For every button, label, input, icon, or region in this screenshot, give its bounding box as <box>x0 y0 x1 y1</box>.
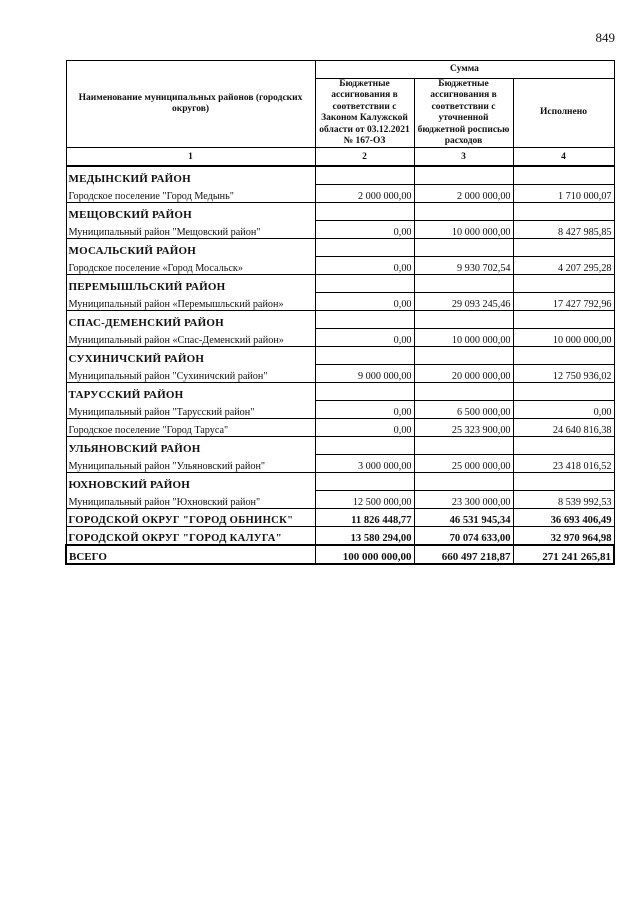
budget-law-value: 0,00 <box>315 401 414 419</box>
total-executed: 271 241 265,81 <box>513 545 614 564</box>
empty-cell <box>414 239 513 257</box>
district-name: СУХИНИЧСКИЙ РАЙОН <box>66 347 315 365</box>
empty-cell <box>414 437 513 455</box>
district-row <box>66 347 614 365</box>
empty-cell <box>513 473 614 491</box>
empty-cell <box>315 239 414 257</box>
empty-cell <box>513 347 614 365</box>
empty-cell <box>513 383 614 401</box>
budget-law-value: 3 000 000,00 <box>315 455 414 473</box>
budget-refined-value: 6 500 000,00 <box>414 401 513 419</box>
table-row <box>66 491 614 509</box>
executed-value: 32 970 964,98 <box>513 527 614 546</box>
budget-law-value: 0,00 <box>315 329 414 347</box>
district-row <box>66 166 614 185</box>
table-row <box>66 455 614 473</box>
header-executed: Исполнено <box>513 79 614 148</box>
budget-law-value: 2 000 000,00 <box>315 185 414 203</box>
budget-law-value: 0,00 <box>315 221 414 239</box>
empty-cell <box>414 347 513 365</box>
empty-cell <box>513 203 614 221</box>
total-label: ВСЕГО <box>66 545 315 564</box>
executed-value: 10 000 000,00 <box>513 329 614 347</box>
district-row <box>66 311 614 329</box>
empty-cell <box>414 311 513 329</box>
column-number: 4 <box>513 148 614 167</box>
budget-refined-value: 70 074 633,00 <box>414 527 513 546</box>
district-name: ПЕРЕМЫШЛЬСКИЙ РАЙОН <box>66 275 315 293</box>
budget-refined-value: 2 000 000,00 <box>414 185 513 203</box>
municipality-name: Муниципальный район "Сухиничский район" <box>66 365 315 383</box>
executed-value: 8 427 985,85 <box>513 221 614 239</box>
empty-cell <box>513 437 614 455</box>
total-budget-refined: 660 497 218,87 <box>414 545 513 564</box>
table-row <box>66 221 614 239</box>
empty-cell <box>414 383 513 401</box>
district-row <box>66 473 614 491</box>
budget-law-value: 9 000 000,00 <box>315 365 414 383</box>
executed-value: 12 750 936,02 <box>513 365 614 383</box>
district-row <box>66 383 614 401</box>
header-budget-law: Бюджетные ассигнования в соответствии с Законом Калужской области от 03.12.2021 № 167-ОЗ <box>315 79 414 148</box>
executed-value: 24 640 816,38 <box>513 419 614 437</box>
budget-refined-value: 25 000 000,00 <box>414 455 513 473</box>
table-row <box>66 365 614 383</box>
empty-cell <box>513 166 614 185</box>
empty-cell <box>315 383 414 401</box>
column-number: 1 <box>66 148 315 167</box>
okrug-row <box>66 527 614 546</box>
district-name: СПАС-ДЕМЕНСКИЙ РАЙОН <box>66 311 315 329</box>
district-row <box>66 437 614 455</box>
district-name: МЕЩОВСКИЙ РАЙОН <box>66 203 315 221</box>
municipality-name: Муниципальный район "Юхновский район" <box>66 491 315 509</box>
district-row <box>66 203 614 221</box>
municipality-name: Городское поселение "Город Таруса" <box>66 419 315 437</box>
budget-law-value: 0,00 <box>315 419 414 437</box>
executed-value: 23 418 016,52 <box>513 455 614 473</box>
budget-refined-value: 46 531 945,34 <box>414 509 513 527</box>
budget-refined-value: 23 300 000,00 <box>414 491 513 509</box>
table-row <box>66 293 614 311</box>
table-row <box>66 185 614 203</box>
table-row <box>66 419 614 437</box>
header-sum-group: Сумма <box>315 61 614 79</box>
district-row <box>66 239 614 257</box>
table-row <box>66 401 614 419</box>
district-name: УЛЬЯНОВСКИЙ РАЙОН <box>66 437 315 455</box>
budget-refined-value: 20 000 000,00 <box>414 365 513 383</box>
table-row <box>66 257 614 275</box>
municipality-name: Муниципальный район "Ульяновский район" <box>66 455 315 473</box>
empty-cell <box>315 275 414 293</box>
empty-cell <box>315 473 414 491</box>
budget-refined-value: 9 930 702,54 <box>414 257 513 275</box>
budget-refined-value: 10 000 000,00 <box>414 221 513 239</box>
district-name: МЕДЫНСКИЙ РАЙОН <box>66 166 315 185</box>
budget-law-value: 11 826 448,77 <box>315 509 414 527</box>
district-name: ТАРУССКИЙ РАЙОН <box>66 383 315 401</box>
page-number: 849 <box>595 30 615 45</box>
empty-cell <box>414 166 513 185</box>
header-name-column: Наименование муниципальных районов (городских округов) <box>66 61 315 148</box>
executed-value: 17 427 792,96 <box>513 293 614 311</box>
empty-cell <box>414 473 513 491</box>
empty-cell <box>414 275 513 293</box>
empty-cell <box>315 166 414 185</box>
budget-refined-value: 25 323 900,00 <box>414 419 513 437</box>
budget-refined-value: 29 093 245,46 <box>414 293 513 311</box>
empty-cell <box>315 347 414 365</box>
table-row <box>66 329 614 347</box>
budget-law-value: 12 500 000,00 <box>315 491 414 509</box>
municipality-name: Муниципальный район "Тарусский район" <box>66 401 315 419</box>
municipality-name: Муниципальный район «Спас-Деменский район» <box>66 329 315 347</box>
okrug-name: ГОРОДСКОЙ ОКРУГ "ГОРОД КАЛУГА" <box>66 527 315 546</box>
empty-cell <box>513 239 614 257</box>
total-row <box>66 545 614 564</box>
district-row <box>66 275 614 293</box>
municipality-name: Муниципальный район "Мещовский район" <box>66 221 315 239</box>
executed-value: 4 207 295,28 <box>513 257 614 275</box>
budget-law-value: 0,00 <box>315 293 414 311</box>
header-budget-refined: Бюджетные ассигнования в соответствии с уточненной бюджетной росписью расходов <box>414 79 513 148</box>
column-number: 3 <box>414 148 513 167</box>
empty-cell <box>513 311 614 329</box>
municipality-name: Городское поселение "Город Медынь" <box>66 185 315 203</box>
district-name: ЮХНОВСКИЙ РАЙОН <box>66 473 315 491</box>
executed-value: 36 693 406,49 <box>513 509 614 527</box>
budget-refined-value: 10 000 000,00 <box>414 329 513 347</box>
empty-cell <box>414 203 513 221</box>
empty-cell <box>315 437 414 455</box>
total-budget-law: 100 000 000,00 <box>315 545 414 564</box>
empty-cell <box>315 203 414 221</box>
executed-value: 0,00 <box>513 401 614 419</box>
table-body <box>66 166 614 564</box>
executed-value: 8 539 992,53 <box>513 491 614 509</box>
municipality-name: Городское поселение «Город Мосальск» <box>66 257 315 275</box>
empty-cell <box>513 275 614 293</box>
district-name: МОСАЛЬСКИЙ РАЙОН <box>66 239 315 257</box>
okrug-row <box>66 509 614 527</box>
executed-value: 1 710 000,07 <box>513 185 614 203</box>
municipality-name: Муниципальный район «Перемышльский район» <box>66 293 315 311</box>
budget-law-value: 0,00 <box>315 257 414 275</box>
column-number: 2 <box>315 148 414 167</box>
okrug-name: ГОРОДСКОЙ ОКРУГ "ГОРОД ОБНИНСК" <box>66 509 315 527</box>
budget-law-value: 13 580 294,00 <box>315 527 414 546</box>
budget-table <box>65 60 615 565</box>
empty-cell <box>315 311 414 329</box>
